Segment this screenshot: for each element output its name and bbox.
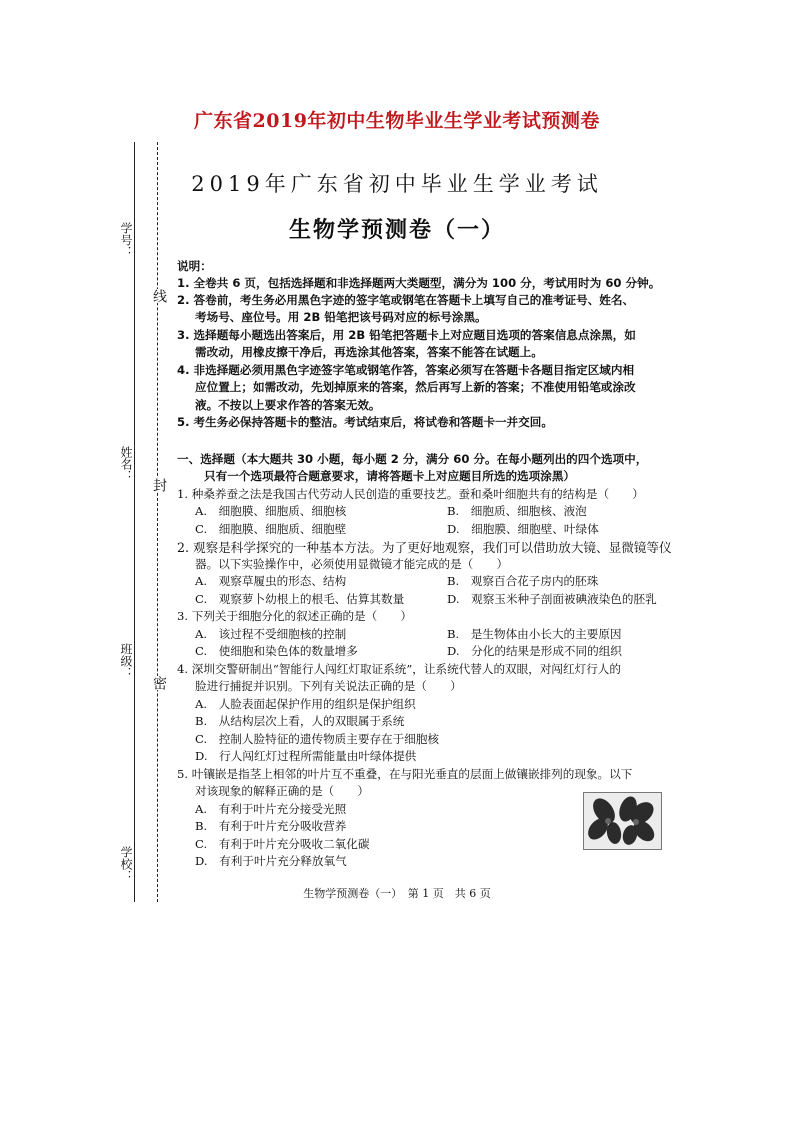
section-heading: 一、选择题（本大题共 30 小题，每小题 2 分，满分 60 分。在每小题列出的四个选项中， (177, 452, 648, 466)
leaf-mosaic-image (583, 792, 662, 850)
q1-option-a: A. 细胞膜、细胞质、细胞核 (195, 504, 347, 518)
exam-subtitle: 生物学预测卷（一） (288, 217, 505, 243)
q1-option-c: C. 细胞膜、细胞质、细胞壁 (195, 522, 347, 536)
question-2-stem: 2. 观察是科学探究的一种基本方法。为了更好地观察，我们可以借助放大镜、显微镜等仪 (177, 540, 672, 555)
question-5-stem-cont: 对该现象的解释正确的是（ ） (195, 784, 369, 798)
instruction-line: 考场号、座位号。用 2B 铅笔把该号码对应的标号涂黑。 (195, 310, 487, 324)
q4-option-b: B. 从结构层次上看，人的双眼属于系统 (195, 714, 405, 728)
instruction-line: 3. 选择题每小题选出答案后，用 2B 铅笔把答题卡上对应题目选项的答案信息点涂黑，如 (177, 328, 636, 342)
field-name: 姓名： (119, 446, 133, 482)
seal-word-feng: 封 (151, 478, 167, 492)
q2-option-d: D. 观察玉米种子剖面被碘液染色的胚乳 (447, 592, 657, 606)
q4-option-d: D. 行人闯红灯过程所需能量由叶绿体提供 (195, 749, 417, 763)
instruction-line: 需改动，用橡皮擦干净后，再选涂其他答案，答案不能答在试题上。 (195, 345, 543, 359)
question-1-stem: 1. 种桑养蚕之法是我国古代劳动人民创造的重要技艺。蚕和桑叶细胞共有的结构是（ ） (177, 487, 644, 501)
q2-option-c: C. 观察萝卜幼根上的根毛、估算其数量 (195, 592, 405, 606)
question-3-stem: 3. 下列关于细胞分化的叙述正确的是（ ） (177, 609, 413, 623)
q4-option-c: C. 控制人脸特征的遗传物质主要存在于细胞核 (195, 732, 440, 746)
question-4-stem: 4. 深圳交警研制出“智能行人闯红灯取证系统”，让系统代替人的双眼，对闯红灯行人的 (177, 662, 621, 676)
instruction-line: 1. 全卷共 6 页，包括选择题和非选择题两大类题型，满分为 100 分，考试用时为 60 分钟。 (177, 276, 661, 290)
question-4-stem-cont: 脸进行捕捉并识别。下列有关说法正确的是（ ） (195, 679, 462, 693)
q5-option-c: C. 有利于叶片充分吸收二氧化碳 (195, 837, 370, 851)
instruction-line: 4. 非选择题必须用黑色字迹签字笔或钢笔作答，答案必须写在答题卡各题目指定区域内相 (177, 363, 635, 377)
q3-option-a: A. 该过程不受细胞核的控制 (195, 627, 347, 641)
page-footer: 生物学预测卷（一） 第 1 页 共 6 页 (303, 887, 491, 900)
question-5-stem: 5. 叶镶嵌是指茎上相邻的叶片互不重叠，在与阳光垂直的层面上做镶嵌排列的现象。以下 (177, 767, 633, 781)
instruction-line: 应位置上；如需改动，先划掉原来的答案，然后再写上新的答案；不准使用铅笔或涂改 (195, 380, 636, 394)
q5-option-b: B. 有利于叶片充分吸收营养 (195, 819, 347, 833)
exam-title: 2019年广东省初中毕业生学业考试 (191, 172, 603, 196)
q1-option-b: B. 细胞质、细胞核、液泡 (447, 504, 587, 518)
q3-option-c: C. 使细胞和染色体的数量增多 (195, 644, 358, 658)
q5-option-a: A. 有利于叶片充分接受光照 (195, 802, 347, 816)
instruction-line: 5. 考生务必保持答题卡的整洁。考试结束后，将试卷和答题卡一并交回。 (177, 415, 553, 429)
instructions-heading: 说明： (177, 259, 212, 273)
instruction-line: 2. 答卷前，考生务必用黑色字迹的签字笔或钢笔在答题卡上填写自己的准考证号、姓名、 (177, 293, 635, 307)
q5-option-d: D. 有利于叶片充分释放氧气 (195, 854, 347, 868)
q3-option-d: D. 分化的结果是形成不同的组织 (447, 644, 622, 658)
q4-option-a: A. 人脸表面起保护作用的组织是保护组织 (195, 697, 416, 711)
instruction-line: 液。不按以上要求作答的答案无效。 (195, 398, 381, 412)
section-heading-cont: 只有一个选项最符合题意要求，请将答题卡上对应题目所选的选项涂黑） (204, 469, 576, 483)
q3-option-b: B. 是生物体由小长大的主要原因 (447, 627, 622, 641)
banner-title: 广东省2019年初中生物毕业生学业考试预测卷 (194, 110, 600, 132)
field-class: 班级： (119, 643, 133, 679)
q2-option-a: A. 观察草履虫的形态、结构 (195, 574, 347, 588)
seal-word-mi: 密 (151, 676, 167, 690)
seal-word-xian: 线 (151, 289, 167, 303)
field-school: 学校： (119, 846, 133, 882)
q1-option-d: D. 细胞膜、细胞壁、叶绿体 (447, 522, 599, 536)
question-2-stem-cont: 器。以下实验操作中，必须使用显微镜才能完成的是（ ） (195, 557, 509, 571)
field-student-id: 学号： (119, 222, 133, 258)
q2-option-b: B. 观察百合花子房内的胚珠 (447, 574, 599, 588)
binding-dashed-line (157, 142, 158, 902)
